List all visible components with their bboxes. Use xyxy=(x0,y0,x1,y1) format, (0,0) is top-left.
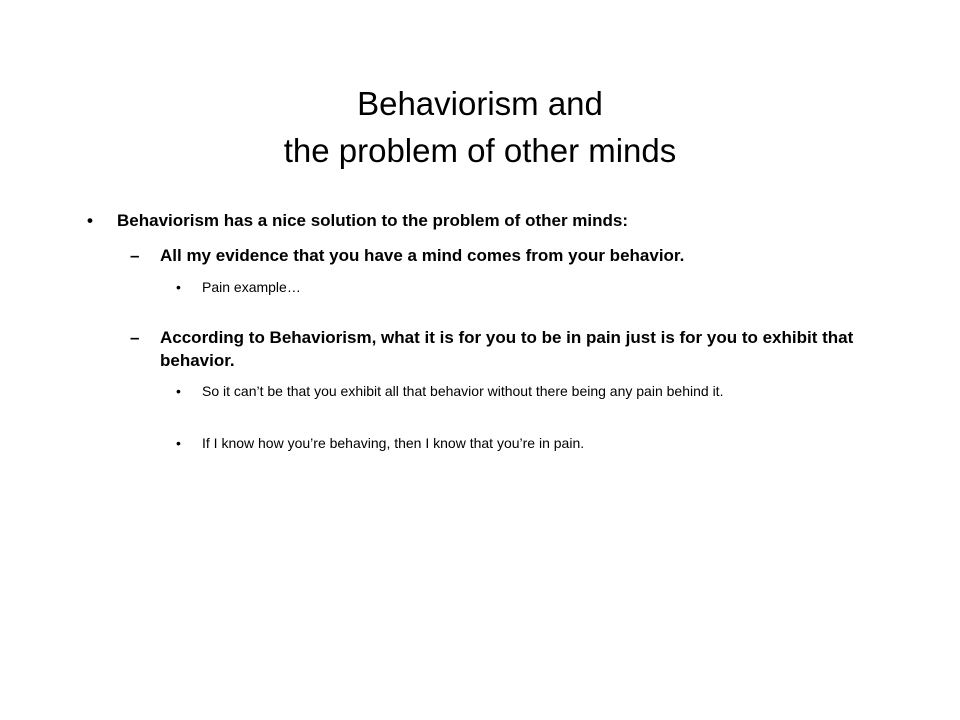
bullet-marker: • xyxy=(176,435,181,451)
bullet-text: All my evidence that you have a mind comes from your behavior. xyxy=(160,246,685,265)
bullet-text: Pain example… xyxy=(202,279,301,295)
bullet-level2 xyxy=(130,244,880,267)
title-line-2: the problem of other minds xyxy=(283,132,677,169)
bullet-text: So it can’t be that you exhibit all that behavior without there being any pain behind it. xyxy=(202,383,724,399)
bullet-marker: • xyxy=(87,211,93,230)
bullet-level3 xyxy=(176,277,892,297)
bullet-marker: • xyxy=(176,383,181,399)
slide-title xyxy=(0,80,960,174)
bullet-text: According to Behaviorism, what it is for you to be in pain just is for you to exhibit that behavior. xyxy=(160,328,854,370)
bullet-level1 xyxy=(87,209,907,232)
bullet-level2 xyxy=(130,326,880,372)
bullet-text: Behaviorism has a nice solution to the problem of other minds: xyxy=(117,211,629,230)
title-line-1: Behaviorism and xyxy=(357,85,603,122)
bullet-level3 xyxy=(176,381,892,401)
bullet-marker: • xyxy=(176,279,181,295)
bullet-text: If I know how you’re behaving, then I know that you’re in pain. xyxy=(202,435,585,451)
dash-marker: – xyxy=(130,328,140,347)
dash-marker: – xyxy=(130,246,140,265)
bullet-level3 xyxy=(176,433,892,453)
